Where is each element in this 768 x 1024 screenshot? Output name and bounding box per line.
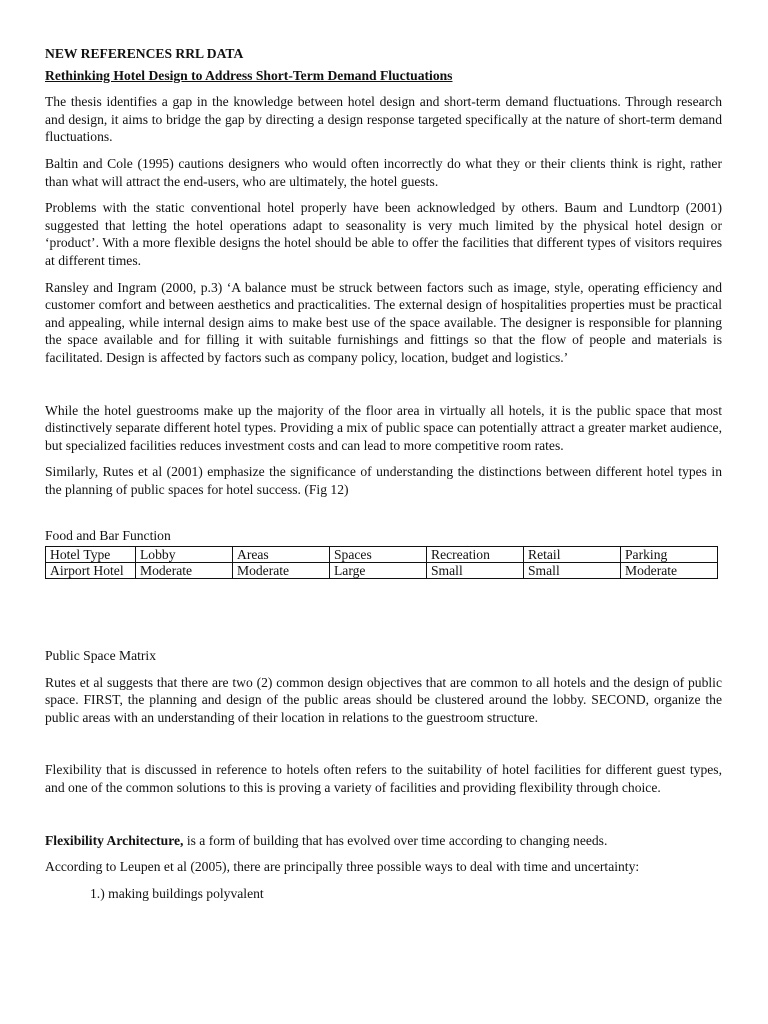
table-cell: Small	[524, 563, 621, 579]
paragraph-ransley-ingram: Ransley and Ingram (2000, p.3) ‘A balance must be struck between factors such as image, style, operating efficiency and customer comfort and between aesthetics and practicalities. The external design of hospitalities properties must be practical and appealing, while internal design aims to make best use of the space available. The designer is responsible for planning the space available and for filling it with suitable furnishings and fittings so that the flow of people and materials is facilitated. Design is affected by factors such as company policy, location, budget and logistics.’	[45, 279, 722, 365]
table-cell: Small	[427, 563, 524, 579]
list-item: 1.) making buildings polyvalent	[90, 885, 264, 901]
paragraph-thesis: The thesis identifies a gap in the knowledge between hotel design and short-term demand fluctuations. Through research and design, it aims to bridge the gap by directing a design response targeted specifically at the nature of short-term demand fluctuations.	[45, 94, 722, 145]
table-row	[46, 563, 718, 579]
flexibility-definition: is a form of building that has evolved over time according to changing needs.	[183, 832, 608, 848]
table-cell: Airport Hotel	[46, 563, 136, 579]
table-header-cell: Recreation	[427, 547, 524, 563]
table-cell: Moderate	[136, 563, 233, 579]
table-header-cell: Parking	[621, 547, 718, 563]
paragraph-public-space: While the hotel guestrooms make up the majority of the floor area in virtually all hotels, it is the public space that most distinctively separate different hotel types. Providing a mix of public space can potentially attract a greater market audience, but specialized facilities reduces investment costs and can lead to more competitive room rates.	[45, 402, 722, 453]
table-header-row	[46, 547, 718, 563]
table-cell: Moderate	[621, 563, 718, 579]
section-subtitle: Rethinking Hotel Design to Address Short-Term Demand Fluctuations	[45, 67, 453, 83]
table-header-cell: Lobby	[136, 547, 233, 563]
paragraph-baltin-cole: Baltin and Cole (1995) cautions designers who would often incorrectly do what they or their clients think is right, rather than what will attract the end-users, who are ultimately, the hotel guests.	[45, 155, 722, 189]
table-cell: Moderate	[233, 563, 330, 579]
paragraph-design-objectives: Rutes et al suggests that there are two (2) common design objectives that are common to all hotels and the design of public space. FIRST, the planning and design of the public areas should be clustered around the lobby. SECOND, organize the public areas with an understanding of their location in relations to the guestroom structure.	[45, 674, 722, 725]
hotel-function-table	[45, 546, 718, 579]
matrix-caption: Public Space Matrix	[45, 648, 156, 664]
table-cell: Large	[330, 563, 427, 579]
paragraph-rutes: Similarly, Rutes et al (2001) emphasize the significance of understanding the distinctions between different hotel types in the planning of public spaces for hotel success. (Fig 12)	[45, 464, 722, 497]
document-title: NEW REFERENCES RRL DATA	[45, 46, 244, 61]
paragraph-leupen: According to Leupen et al (2005), there are principally three possible ways to deal with time and uncertainty:	[45, 859, 640, 875]
table-header-cell: Areas	[233, 547, 330, 563]
table-header-cell: Retail	[524, 547, 621, 563]
paragraph-flexibility-architecture	[45, 832, 722, 850]
table-header-cell: Hotel Type	[46, 547, 136, 563]
table-caption: Food and Bar Function	[45, 528, 171, 544]
paragraph-baum-lundtorp: Problems with the static conventional hotel properly have been acknowledged by others. Baum and Lundtorp (2001) suggested that letting the hotel operations adapt to seasonality is very much limited by the physical hotel design or ‘product’. With a more flexible designs the hotel should be able to offer the facilities that different types of visitors requires at different times.	[45, 200, 722, 268]
document-body	[45, 45, 722, 902]
paragraph-flexibility: Flexibility that is discussed in reference to hotels often refers to the suitability of hotel facilities for different guest types, and one of the common solutions to this is proving a variety of facilities and providing flexibility through choice.	[45, 762, 722, 796]
table-header-cell: Spaces	[330, 547, 427, 563]
flexibility-term: Flexibility Architecture,	[45, 832, 184, 848]
